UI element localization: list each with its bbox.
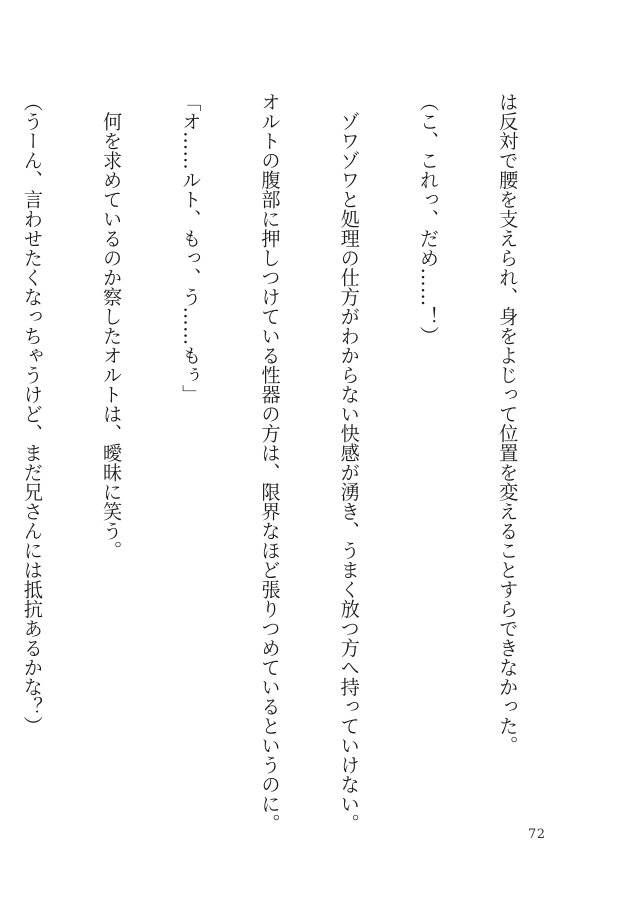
text-line: （こ、これっ、だめ……！） — [416, 92, 440, 346]
text-line: 何を求めているのか察したオルトは、曖昧に笑う。 — [100, 92, 124, 560]
text-line: （うーん、言わせたくなっちゃうけど、まだ兄さんには抵抗あるかな？） — [20, 92, 44, 736]
body-text-column-block — [0, 92, 573, 833]
text-line: オルトの腹部に押しつけている性器の方は、限界なほど張りつめているというのに。 — [258, 92, 282, 833]
text-line: 「オ……ルト、もっ、う……もぅ」 — [179, 92, 203, 404]
page-number: 72 — [528, 827, 546, 842]
text-line: は反対で腰を支えられ、身をよじって位置を変えることすらできなかった。 — [496, 92, 520, 755]
text-line: ゾワゾワと処理の仕方がわからない快感が湧き、うまく放つ方へ持っていけない。 — [337, 92, 361, 833]
